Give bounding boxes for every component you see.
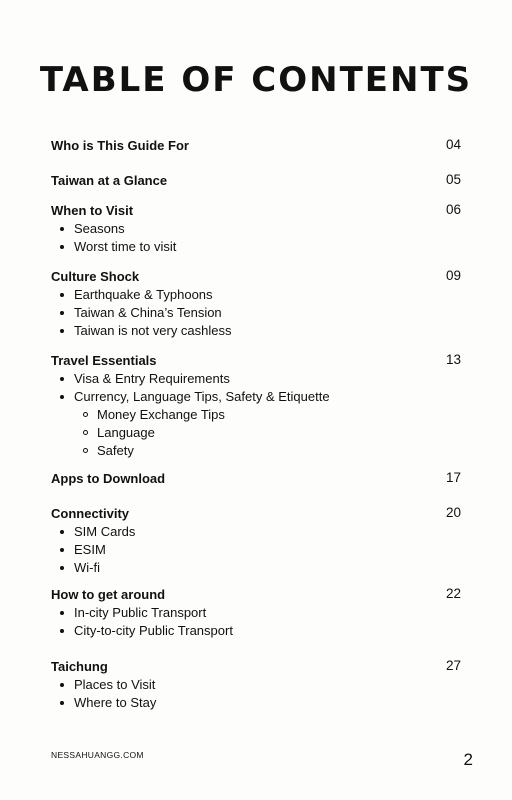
- toc-subitem-label: Taiwan & China’s Tension: [74, 305, 222, 320]
- toc-subitem[interactable]: [51, 220, 461, 238]
- toc-subsubitem-label: Language: [97, 425, 155, 440]
- toc-entry-page: 17: [445, 470, 461, 485]
- toc-entry-title: Culture Shock: [51, 269, 140, 284]
- toc-subitem-label: Earthquake & Typhoons: [74, 287, 213, 302]
- bullet-icon: [60, 395, 64, 399]
- toc-subsubitem-label: Safety: [97, 443, 134, 458]
- bullet-icon: [60, 329, 64, 333]
- toc-entry-page: 05: [445, 172, 461, 187]
- hollow-bullet-icon: [83, 412, 88, 417]
- toc-entry-title: Travel Essentials: [51, 353, 157, 368]
- bullet-icon: [60, 245, 64, 249]
- toc-entry[interactable]: [51, 352, 461, 460]
- toc-subitem[interactable]: [51, 370, 461, 388]
- toc-entry[interactable]: [51, 268, 461, 340]
- toc-entry-page: 06: [445, 202, 461, 217]
- bullet-icon: [60, 227, 64, 231]
- toc-subitem[interactable]: [51, 238, 461, 256]
- toc-entry-page: 20: [445, 505, 461, 520]
- bullet-icon: [60, 701, 64, 705]
- toc-subitem-label: Worst time to visit: [74, 239, 177, 254]
- toc-subitem[interactable]: [51, 523, 461, 541]
- bullet-icon: [60, 293, 64, 297]
- toc-entry[interactable]: [51, 137, 461, 155]
- toc-subitem-label: Wi-fi: [74, 560, 100, 575]
- toc-subitem[interactable]: [51, 694, 461, 712]
- toc-subitem[interactable]: [51, 304, 461, 322]
- bullet-icon: [60, 548, 64, 552]
- toc-subitem-label: Where to Stay: [74, 695, 157, 710]
- toc-entry[interactable]: [51, 202, 461, 256]
- toc-entry-title: Taiwan at a Glance: [51, 173, 168, 188]
- footer-website[interactable]: NESSAHUANGG.COM: [51, 750, 144, 760]
- bullet-icon: [60, 377, 64, 381]
- toc-subsubitem-label: Money Exchange Tips: [97, 407, 225, 422]
- toc-entry-title: How to get around: [51, 587, 166, 602]
- toc-entry[interactable]: [51, 505, 461, 577]
- toc-entry-page: 13: [445, 352, 461, 367]
- toc-subsubitem[interactable]: [74, 424, 461, 442]
- toc-subitem[interactable]: [51, 541, 461, 559]
- toc-subitem[interactable]: [51, 559, 461, 577]
- toc-entry-page: 22: [445, 586, 461, 601]
- bullet-icon: [60, 611, 64, 615]
- toc-subitem-label: In-city Public Transport: [74, 605, 207, 620]
- toc-subitem[interactable]: [51, 622, 461, 640]
- toc-subitem[interactable]: [51, 322, 461, 340]
- toc-entry-page: 27: [445, 658, 461, 673]
- toc-subsubitem[interactable]: [74, 442, 461, 460]
- toc-entry[interactable]: [51, 586, 461, 640]
- toc-subitem-label: City-to-city Public Transport: [74, 623, 233, 638]
- bullet-icon: [60, 566, 64, 570]
- toc-subitem-label: SIM Cards: [74, 524, 136, 539]
- toc-subitem[interactable]: [51, 388, 461, 460]
- toc-entry[interactable]: [51, 658, 461, 712]
- toc-subitem[interactable]: [51, 604, 461, 622]
- toc-entry-page: 09: [445, 268, 461, 283]
- toc-entry[interactable]: [51, 172, 461, 190]
- toc-subitem-label: ESIM: [74, 542, 106, 557]
- hollow-bullet-icon: [83, 430, 88, 435]
- bullet-icon: [60, 683, 64, 687]
- toc-subitem-label: Currency, Language Tips, Safety & Etiquette: [74, 389, 330, 404]
- toc-entry-title: Connectivity: [51, 506, 130, 521]
- toc-entry-title: When to Visit: [51, 203, 134, 218]
- hollow-bullet-icon: [83, 448, 88, 453]
- toc-entry-page: 04: [445, 137, 461, 152]
- bullet-icon: [60, 530, 64, 534]
- toc-subitem[interactable]: [51, 676, 461, 694]
- toc-entry-title: Taichung: [51, 659, 108, 674]
- toc-subitem-label: Visa & Entry Requirements: [74, 371, 230, 386]
- bullet-icon: [60, 629, 64, 633]
- page-title: TABLE OF CONTENTS: [39, 60, 473, 100]
- toc-subitem-label: Taiwan is not very cashless: [74, 323, 232, 338]
- toc-entry-title: Who is This Guide For: [51, 138, 189, 153]
- toc-subsubitem[interactable]: [74, 406, 461, 424]
- toc-entry-title: Apps to Download: [51, 471, 166, 486]
- bullet-icon: [60, 311, 64, 315]
- toc-subitem-label: Places to Visit: [74, 677, 156, 692]
- toc-subitem[interactable]: [51, 286, 461, 304]
- toc-entry[interactable]: [51, 470, 461, 488]
- toc-subitem-label: Seasons: [74, 221, 125, 236]
- page-number: 2: [463, 750, 473, 769]
